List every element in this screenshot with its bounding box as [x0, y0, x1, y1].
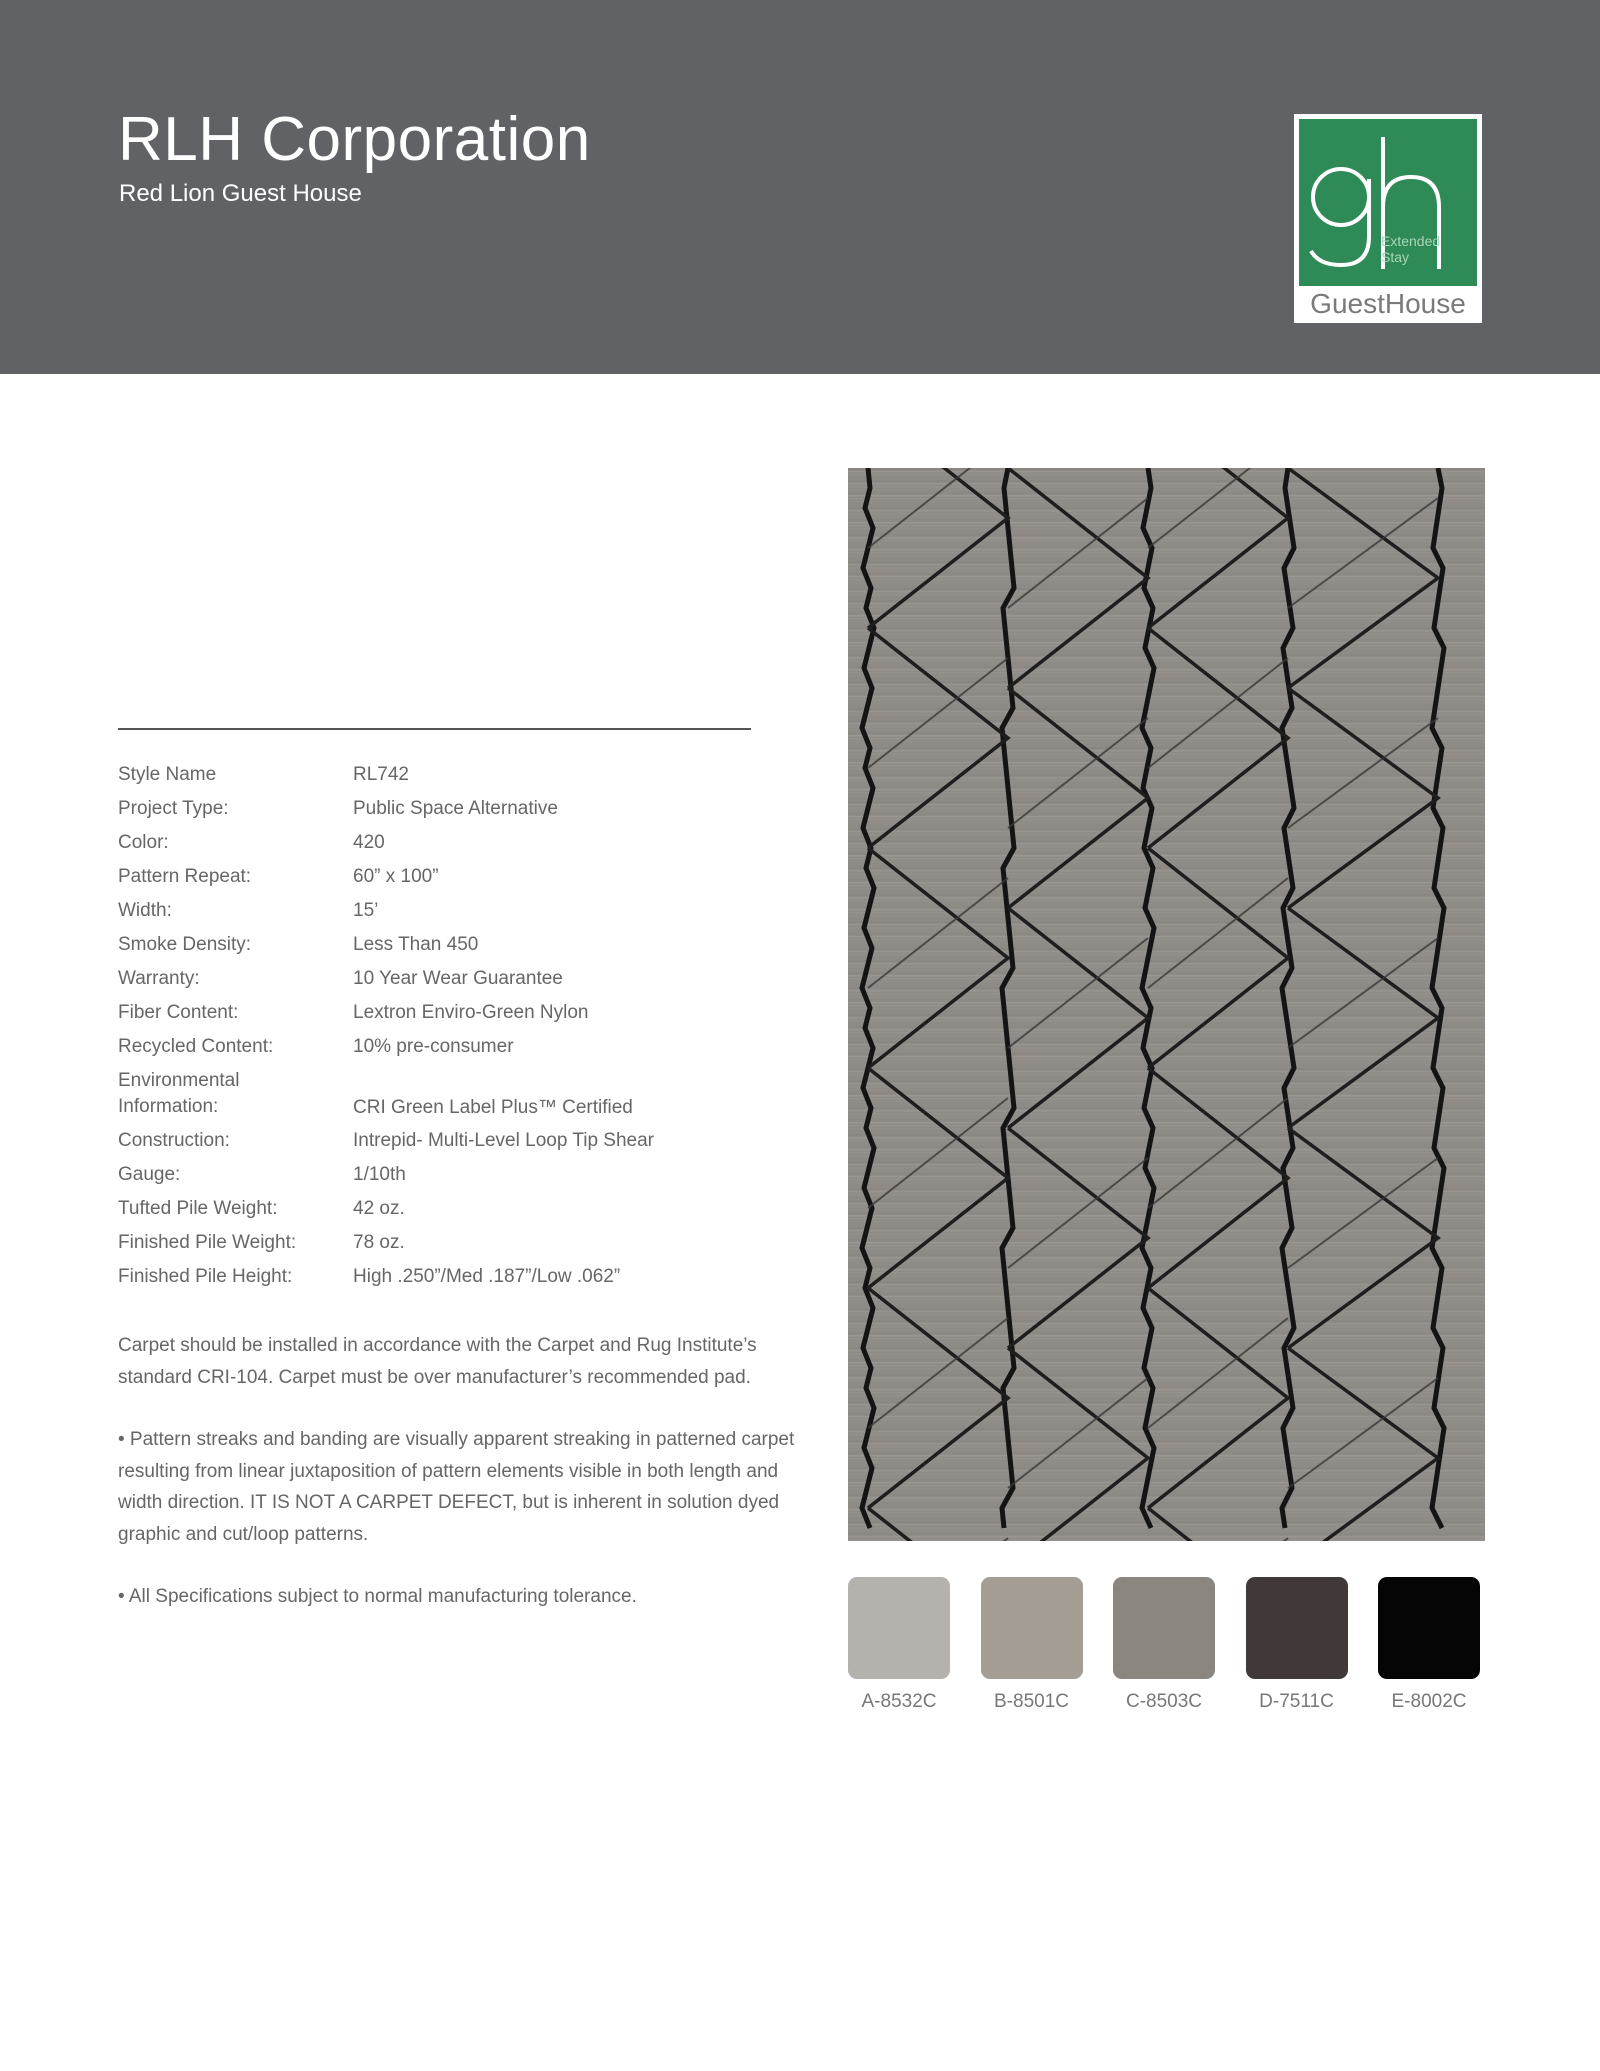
color-swatch — [848, 1577, 950, 1713]
spec-value: 10% pre-consumer — [353, 1036, 514, 1057]
swatch-chip — [1113, 1577, 1215, 1679]
header-banner — [0, 0, 1600, 374]
spec-value: Less Than 450 — [353, 934, 479, 955]
spec-value: Intrepid- Multi-Level Loop Tip Shear — [353, 1130, 654, 1151]
spec-label: Color: — [118, 832, 169, 853]
spec-row — [118, 898, 818, 932]
spec-row — [118, 1068, 818, 1128]
svg-text:Stay: Stay — [1381, 249, 1410, 265]
spec-row — [118, 1230, 818, 1264]
color-swatch — [981, 1577, 1083, 1713]
installation-notes — [118, 1330, 808, 1644]
spec-label: Gauge: — [118, 1164, 181, 1185]
carpet-pattern-image — [848, 468, 1485, 1541]
spec-value: CRI Green Label Plus™ Certified — [353, 1097, 633, 1118]
spec-row — [118, 1264, 818, 1298]
page-subtitle: Red Lion Guest House — [119, 180, 362, 207]
note-paragraph: • All Specifications subject to normal manufacturing tolerance. — [118, 1586, 637, 1607]
swatch-code: C-8503C — [1125, 1691, 1203, 1712]
guesthouse-logo — [1294, 114, 1482, 323]
spec-row — [118, 1162, 818, 1196]
spec-label: Finished Pile Height: — [118, 1266, 293, 1287]
page-title: RLH Corporation — [118, 105, 591, 174]
spec-value: Lextron Enviro-Green Nylon — [353, 1002, 589, 1023]
spec-row — [118, 762, 818, 796]
spec-label: Environmental Information: — [118, 1070, 240, 1117]
spec-row — [118, 864, 818, 898]
spec-row — [118, 1034, 818, 1068]
note-paragraph: Carpet should be installed in accordance with the Carpet and Rug Institute’s standard CRI-104. Carpet must be over manufacturer’s recommended pad. — [118, 1335, 757, 1388]
section-divider — [118, 728, 751, 730]
swatch-chip — [1246, 1577, 1348, 1679]
spec-value: 78 oz. — [353, 1232, 405, 1253]
color-swatch — [1246, 1577, 1348, 1713]
color-swatch — [1378, 1577, 1480, 1713]
spec-value: 42 oz. — [353, 1198, 405, 1219]
spec-value: 15’ — [353, 900, 379, 921]
swatch-code: B-8501C — [994, 1691, 1069, 1712]
swatch-code: A-8532C — [861, 1691, 937, 1712]
spec-label: Finished Pile Weight: — [118, 1232, 297, 1253]
spec-row — [118, 932, 818, 966]
spec-label: Fiber Content: — [118, 1002, 239, 1023]
logo-wordmark: GuestHouse — [1310, 288, 1466, 319]
spec-label: Tufted Pile Weight: — [118, 1198, 278, 1219]
spec-row — [118, 830, 818, 864]
spec-value: 1/10th — [353, 1164, 406, 1185]
spec-row — [118, 1196, 818, 1230]
gh-logo-mark — [1299, 119, 1477, 286]
spec-row — [118, 1128, 818, 1162]
spec-value: 420 — [353, 832, 385, 853]
spec-label: Project Type: — [118, 798, 229, 819]
spec-label: Smoke Density: — [118, 934, 252, 955]
swatch-code: E-8002C — [1391, 1691, 1467, 1712]
spec-value: 60” x 100” — [353, 866, 439, 887]
spec-label: Warranty: — [118, 968, 200, 989]
swatch-chip — [1378, 1577, 1480, 1679]
spec-label: Style Name — [118, 764, 217, 785]
spec-row — [118, 796, 818, 830]
spec-value: High .250”/Med .187”/Low .062” — [353, 1266, 621, 1287]
svg-text:Extended: Extended — [1381, 233, 1441, 249]
color-swatches — [848, 1577, 1488, 1717]
spec-value: RL742 — [353, 764, 409, 785]
note-paragraph: • Pattern streaks and banding are visually apparent streaking in patterned carpet resulting from linear juxtaposition of pattern elements visible in both length and width direction. IT IS NOT A CARPET DEFECT, but is inherent in solution dyed graphic and cut/loop patterns. — [118, 1429, 795, 1545]
spec-value: 10 Year Wear Guarantee — [353, 968, 563, 989]
swatch-chip — [981, 1577, 1083, 1679]
spec-value: Public Space Alternative — [353, 798, 558, 819]
spec-label: Recycled Content: — [118, 1036, 274, 1057]
spec-label: Construction: — [118, 1130, 230, 1151]
spec-label: Pattern Repeat: — [118, 866, 252, 887]
swatch-code: D-7511C — [1259, 1691, 1334, 1712]
spec-row — [118, 966, 818, 1000]
spec-label: Width: — [118, 900, 172, 921]
swatch-chip — [848, 1577, 950, 1679]
spec-table — [118, 762, 818, 1298]
color-swatch — [1113, 1577, 1215, 1713]
spec-row — [118, 1000, 818, 1034]
